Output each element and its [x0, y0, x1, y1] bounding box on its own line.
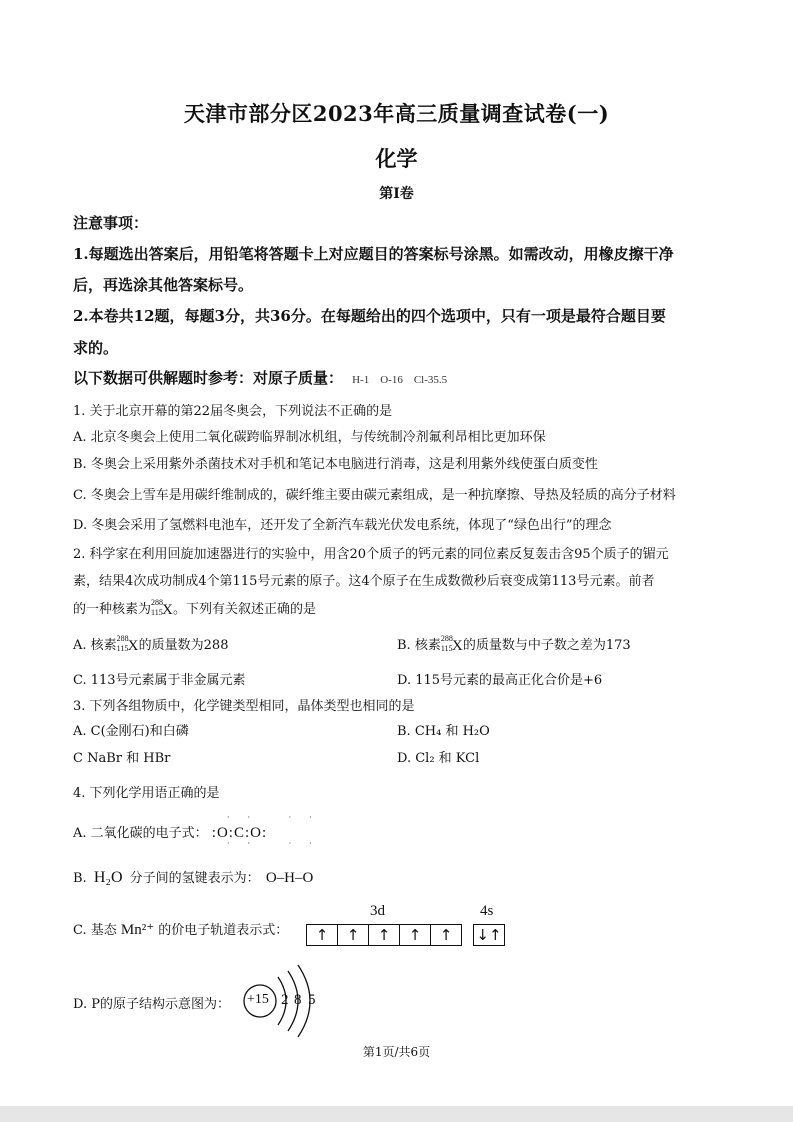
orbital-3d-cell: ↑: [439, 926, 453, 944]
atomic-number: 115: [440, 643, 453, 653]
nucleus-charge: +15: [247, 992, 269, 1007]
q2-line3-post: 。下列有关叙述正确的是: [173, 602, 317, 617]
q2-option-b: [397, 634, 631, 656]
nuclide-symbol: [151, 597, 173, 620]
q2-line3-pre: 的一种核素为: [73, 602, 152, 617]
reference-label: 以下数据可供解题时参考：对原子质量：: [73, 369, 344, 387]
notice-item-1-cont: 后，再选涂其他答案标号。: [73, 276, 254, 294]
q4-b-pre: B.: [73, 871, 87, 886]
q3-option-d: D. Cl₂ 和 KCl: [397, 751, 480, 766]
q3-option-a: A. C(金刚石)和白磷: [73, 724, 189, 739]
element-symbol: X: [451, 637, 463, 654]
hydrogen-bond-formula: O–H–O: [265, 870, 314, 886]
q3-option-c: C NaBr 和 HBr: [73, 751, 171, 766]
shell-3-electrons: 5: [308, 992, 316, 1008]
q4-option-d: D. P的原子结构示意图为：: [73, 997, 230, 1012]
notice-item-2: 2.本卷共12题，每题3分，共36分。在每题给出的四个选项中，只有一项是最符合题目要: [73, 307, 666, 325]
atomic-number: 115: [151, 607, 163, 617]
q2-b-pre: B. 核素: [397, 638, 441, 653]
q4-option-c: [73, 919, 288, 939]
manganese-ion: Mn²⁺: [120, 922, 155, 938]
mass-number: 288: [151, 597, 164, 607]
orbital-3d-cell: ↑: [307, 925, 338, 945]
orbital-4s-box: [473, 924, 505, 946]
atomic-number: 115: [116, 643, 129, 653]
electron-dots-bottom: ·· ··: [227, 839, 330, 848]
q2-stem-line3: [73, 598, 316, 620]
water-molecule: H₂O: [93, 869, 123, 886]
q2-a-post: 的质量数为288: [138, 638, 229, 653]
co2-electron-formula: :O:C:O:: [211, 825, 268, 841]
q2-b-post: 的质量数与中子数之差为173: [462, 638, 631, 653]
q1-option-a: A. 北京冬奥会上使用二氧化碳跨临界制冰机组，与传统制冷剂氟利昂相比更加环保: [73, 430, 546, 445]
orbital-4s-cell: ↓↑: [476, 926, 502, 944]
reference-line: [73, 367, 447, 388]
q2-option-a: [73, 634, 228, 656]
q1-option-d: D. 冬奥会采用了氢燃料电池车，还开发了全新汽车载光伏发电系统，体现了“绿色出行”的理念: [73, 518, 612, 533]
q2-stem-line2: 素，结果4次成功制成4个第115号元素的原子。这4个原子在生成数微秒后衰变成第113号元素。前者: [73, 574, 655, 589]
shell-2-electrons: 8: [294, 992, 302, 1008]
q4-a-text: A. 二氧化碳的电子式：: [73, 826, 208, 841]
nuclide-symbol: [440, 633, 463, 656]
notice-item-1: 1.每题选出答案后，用铅笔将答题卡上对应题目的答案标号涂黑。如需改动，用橡皮擦干净: [73, 245, 674, 263]
element-symbol: X: [162, 601, 173, 618]
orbital-3d-box: [306, 924, 462, 946]
bottom-scroll-bar: [0, 1106, 793, 1122]
orbital-3d-cell: ↑: [369, 925, 400, 945]
electron-dots-top: ·· ··: [227, 813, 330, 822]
notice-heading: 注意事项：: [73, 214, 149, 232]
q1-stem: 1. 关于北京开幕的第22届冬奥会，下列说法不正确的是: [73, 404, 393, 419]
q1-option-c: C. 冬奥会上雪车是用碳纤维制成的，碳纤维主要由碳元素组成，是一种抗摩擦、导热及轻质的高分子材料: [73, 488, 676, 503]
mass-number: 288: [116, 633, 129, 643]
nuclide-symbol: [116, 633, 139, 656]
q1-option-b: B. 冬奥会上采用紫外杀菌技术对手机和笔记本电脑进行消毒，这是利用紫外线使蛋白质变性: [73, 457, 598, 472]
shell-1-electrons: 2: [281, 992, 289, 1008]
q2-a-pre: A. 核素: [73, 638, 117, 653]
q4-b-text: 分子间的氢键表示为：: [129, 871, 260, 886]
page-number: 第1页/共6页: [362, 1045, 431, 1059]
q2-stem-line1: 2. 科学家在利用回旋加速器进行的实验中，用含20个质子的钙元素的同位素反复轰击含95个质子的镅元: [73, 547, 669, 562]
orbital-3d-cell: ↑: [400, 925, 431, 945]
subject-title: 化学: [375, 146, 418, 171]
q4-c-text: 的价电子轨道表示式：: [158, 923, 289, 938]
q4-option-b: [73, 867, 313, 887]
q2-option-c: C. 113号元素属于非金属元素: [73, 673, 246, 688]
orbital-3d-cell: ↑: [338, 925, 369, 945]
q3-option-b: B. CH₄ 和 H₂O: [397, 724, 490, 739]
mass-number: 288: [440, 633, 453, 643]
q2-option-d: D. 115号元素的最高正化合价是+6: [397, 673, 603, 688]
volume-label: 第I卷: [379, 186, 414, 202]
atomic-masses: H-1 O-16 Cl-35.5: [352, 374, 448, 386]
notice-item-2-cont: 求的。: [73, 339, 119, 357]
element-symbol: X: [127, 637, 139, 654]
orbital-4s-label: 4s: [480, 903, 494, 919]
q4-c-pre: C. 基态: [73, 923, 117, 938]
q4-stem: 4. 下列化学用语正确的是: [73, 786, 220, 801]
exam-title: 天津市部分区2023年高三质量调查试卷(一): [183, 101, 610, 126]
q3-stem: 3. 下列各组物质中，化学键类型相同，晶体类型也相同的是: [73, 699, 415, 714]
orbital-3d-label: 3d: [370, 903, 385, 919]
